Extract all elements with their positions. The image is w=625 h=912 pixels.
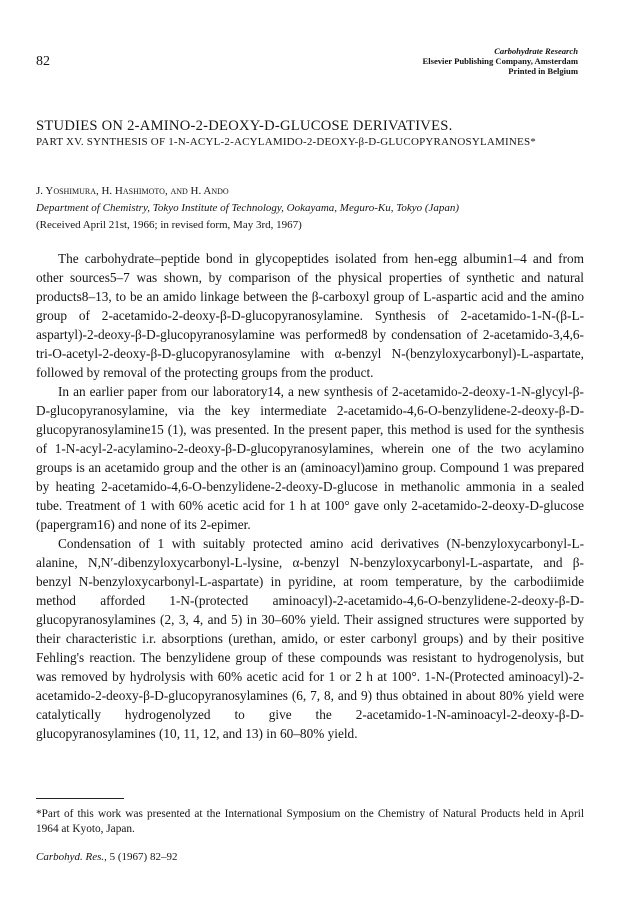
publisher-name: Elsevier Publishing Company, Amsterdam (422, 56, 578, 66)
publisher-block (422, 46, 578, 76)
citation-journal: Carbohyd. Res., (36, 851, 107, 863)
journal-name: Carbohydrate Research (494, 46, 578, 56)
article-title: STUDIES ON 2-AMINO-2-DEOXY-D-GLUCOSE DERIVATIVES. (36, 118, 453, 134)
author-list: J. Yoshimura, H. Hashimoto, and H. Ando (36, 185, 229, 197)
footnote-divider (36, 798, 124, 799)
received-dates: (Received April 21st, 1966; in revised form, May 3rd, 1967) (36, 219, 302, 231)
body-paragraph: Condensation of 1 with suitably protected amino acid derivatives (N-benzyloxycarbonyl-L-alanine, N,N′-dibenzyloxycarbonyl-L-lysine, α-benzyl N-benzyloxycarbonyl-L-aspartate, and β-benzyl N-benzyloxycarbonyl-L-aspartate) in pyridine, at room temperature, by the carbodiimide method afforded 1-N-(protected aminoacyl)-2-acetamido-4,6-O-benzylidene-2-deoxy-β-D-glucopyranosylamines (2, 3, 4, and 5) in 30–60% yield. Their assigned structures were supported by their characteristic i.r. absorptions (urethan, amido, or ester carbonyl groups) and by their positive Fehling's reaction. The benzylidene group of these compounds was resistant to hydrogenolysis, but was removed by hydrolysis with 60% acetic acid for 1 or 2 h at 100°. 1-N-(Protected aminoacyl)-2-acetamido-2-deoxy-β-D-glucopyranosylamines (6, 7, 8, and 9) thus obtained in about 80% yield were catalytically hydrogenolyzed to give the 2-acetamido-1-N-aminoacyl-2-deoxy-β-D-glucopyranosylamines (10, 11, 12, and 13) in 60–80% yield. (36, 536, 584, 741)
printed-in: Printed in Belgium (508, 66, 578, 76)
article-subtitle: PART XV. SYNTHESIS OF 1-N-ACYL-2-ACYLAMIDO-2-DEOXY-β-D-GLUCOPYRANOSYLAMINES* (36, 136, 536, 148)
footnote: *Part of this work was presented at the International Symposium on the Chemistry of Natural Products held in April 1964 at Kyoto, Japan. (36, 808, 584, 835)
article-body (36, 249, 584, 743)
citation-details: 5 (1967) 82–92 (109, 851, 178, 863)
author-affiliation: Department of Chemistry, Tokyo Institute of Technology, Ookayama, Meguro-Ku, Tokyo (Japan) (36, 202, 460, 214)
journal-citation (36, 851, 177, 863)
body-paragraph: In an earlier paper from our laboratory14, a new synthesis of 2-acetamido-2-deoxy-1-N-glycyl-β-D-glucopyranosylamine, via the key intermediate 2-acetamido-4,6-O-benzylidene-2-deoxy-β-D-glucopyranosylamine15 (1), was presented. In the present paper, this method is used for the synthesis of 1-N-acyl-2-acylamino-2-deoxy-β-D-glucopyranosylamines, wherein one of the two acylamino groups is an acetamido group and the other is an (aminoacyl)amino group. Compound 1 was prepared by heating 2-acetamido-4,6-O-benzylidene-2-deoxy-D-glucose in methanolic ammonia in a sealed tube. Treatment of 1 with 60% acetic acid for 1 h at 100° gave only 2-acetamido-2-deoxy-D-glucose (papergram16) and none of its 2-epimer. (36, 384, 584, 532)
page-number: 82 (36, 54, 50, 69)
body-paragraph: The carbohydrate–peptide bond in glycopeptides isolated from hen-egg albumin1–4 and from other sources5–7 was shown, by comparison of the physical properties of synthetic and natural products8–13, to be an amido linkage between the β-carboxyl group of L-aspartic acid and the amino group of 2-acetamido-2-deoxy-β-D-glucopyranosylamine. Synthesis of 2-acetamido-1-N-(β-L-aspartyl)-2-deoxy-β-D-glucopyranosylamine was performed8 by condensation of 2-acetamido-3,4,6-tri-O-acetyl-2-deoxy-β-D-glucopyranosylamine with α-benzyl N-(benzyloxycarbonyl)-L-aspartate, followed by removal of the protecting groups from the product. (36, 251, 584, 380)
